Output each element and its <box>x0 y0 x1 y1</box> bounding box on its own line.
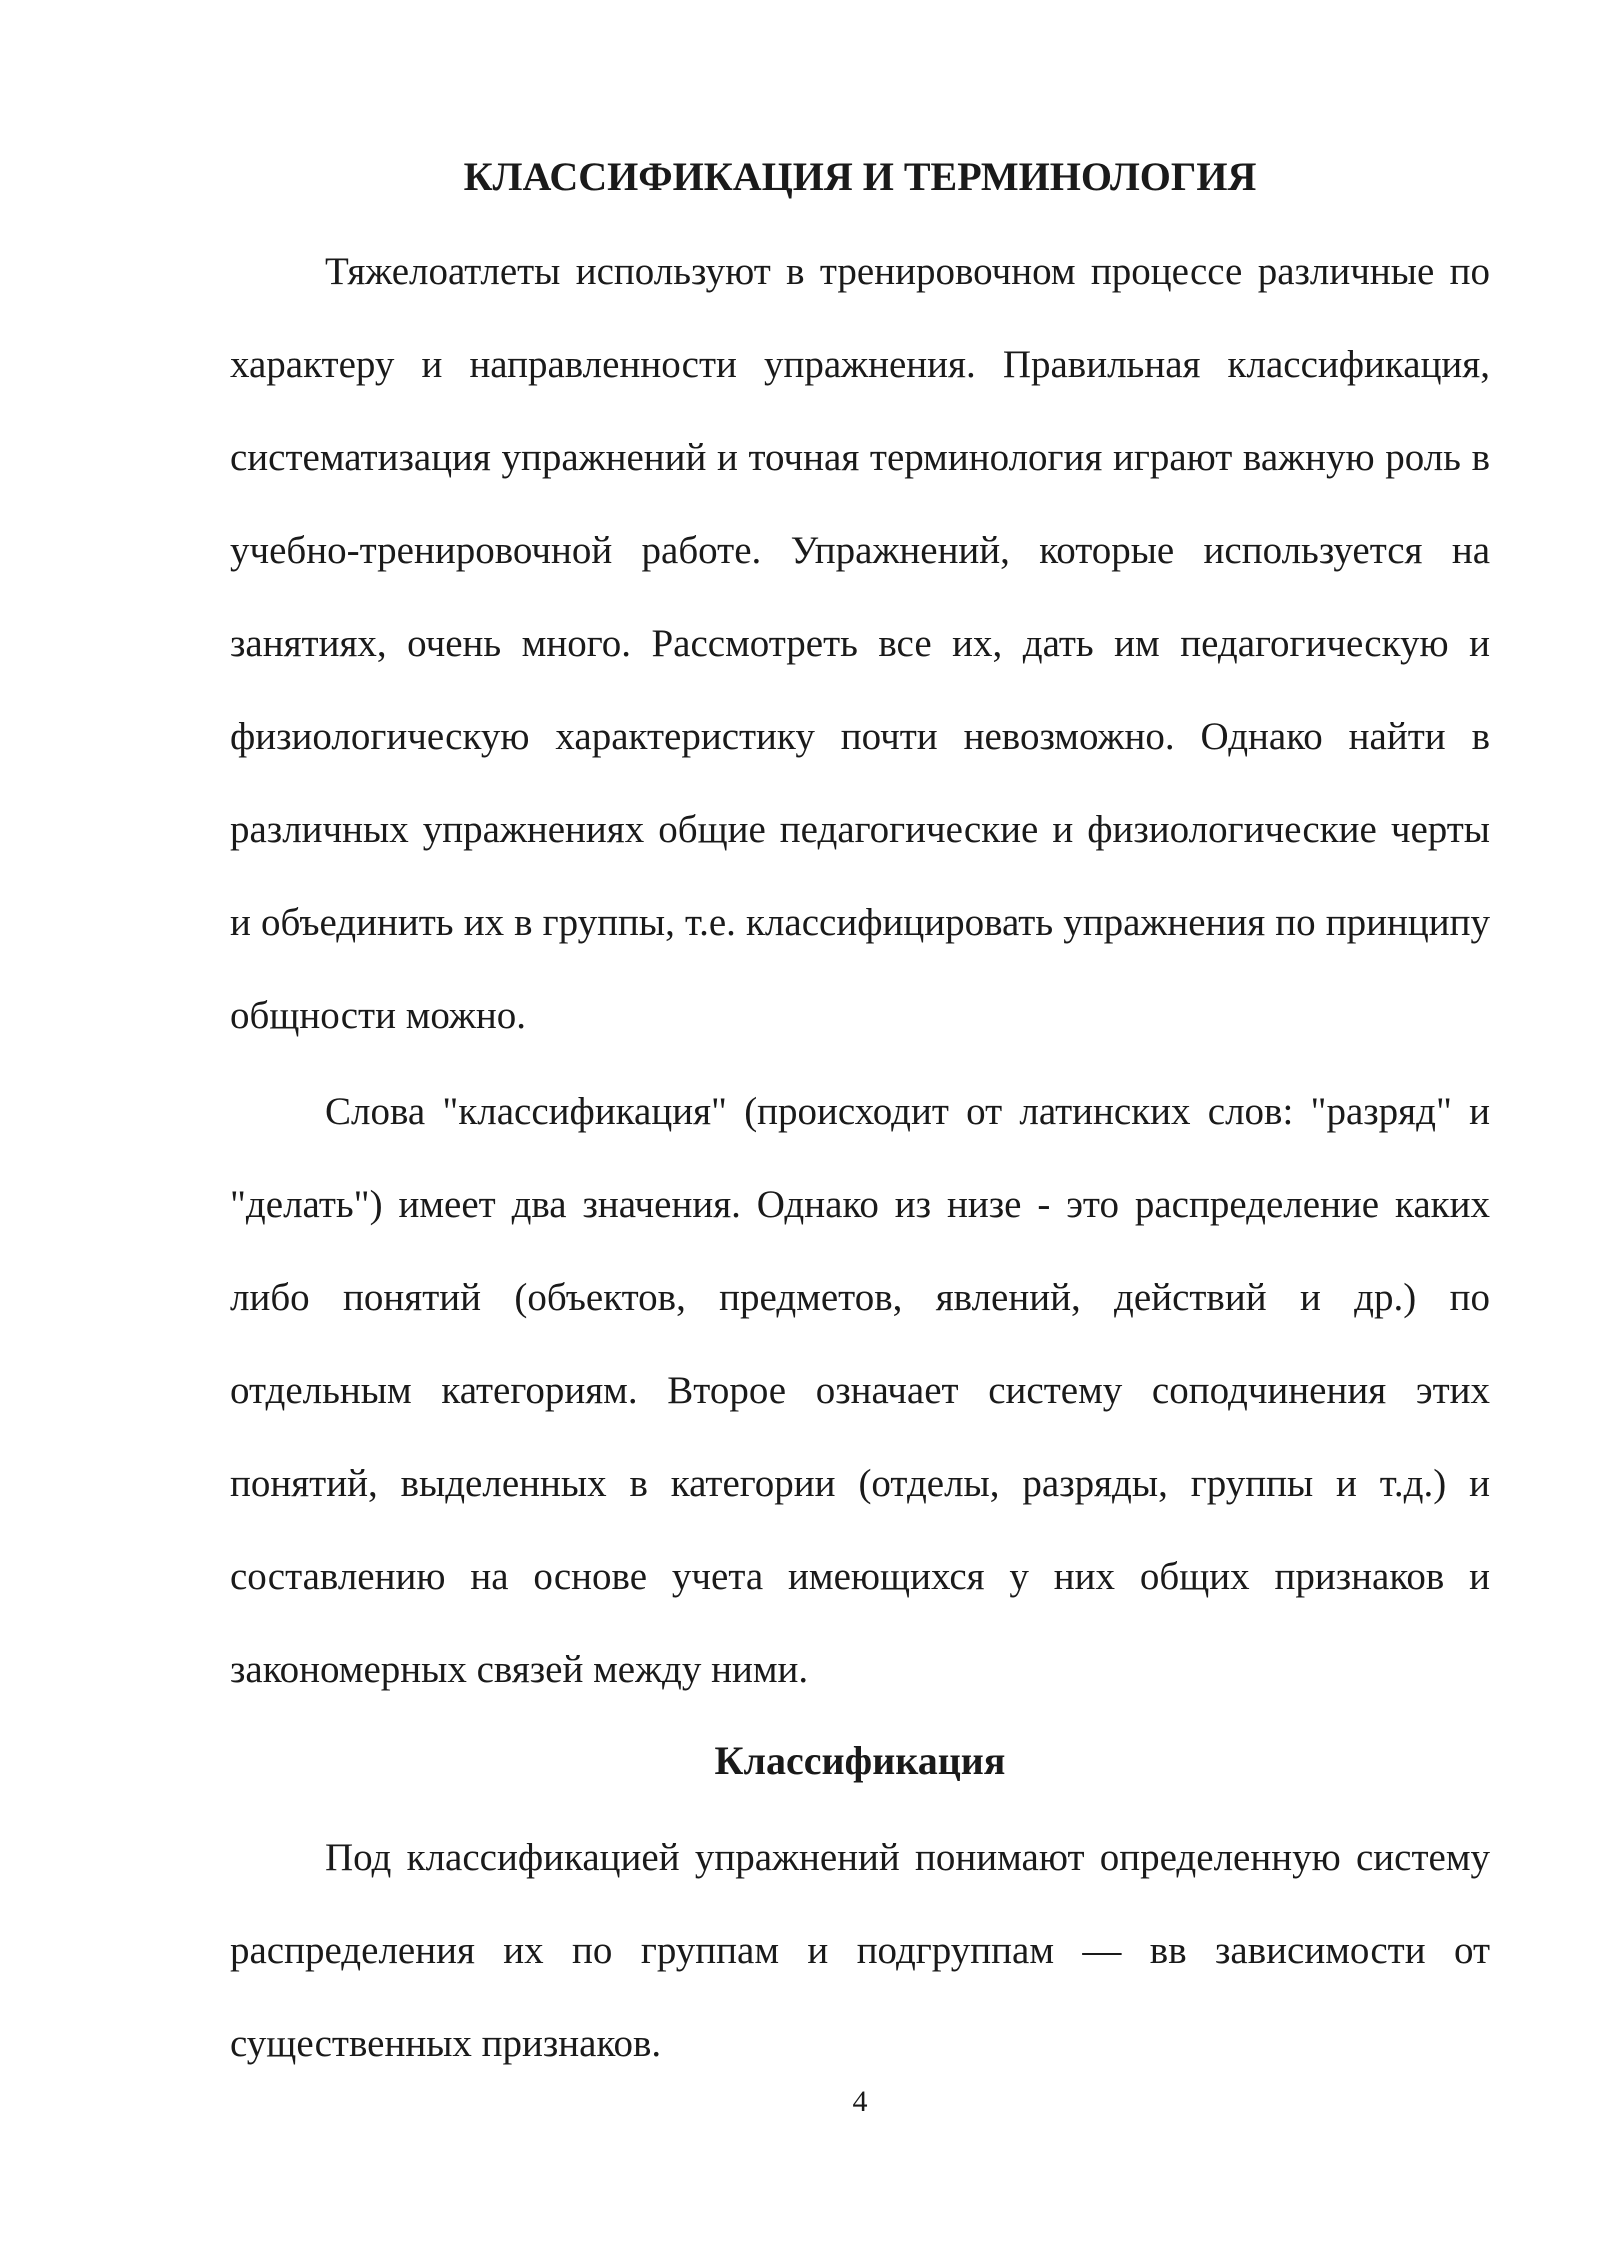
section-heading: Классификация <box>714 1738 1006 1783</box>
paragraph: Под классификацией упражнений понимают определенную систему распределения их по группам и подгруппам — вв зависимости от существенных признаков. <box>230 1836 1490 2065</box>
paragraph: Тяжелоатлеты используют в тренировочном процессе различные по характеру и направленности упражнения. Правильная классификация, систематизация упражнений и точная терминология играют важную роль в учебно-тренировочной работе. Упражнений, которые используется на занятиях, очень много. Рассмотреть все их, дать им педагогическую и физиологическую характеристику почти невозможно. Однако найти в различных упражнениях общие педагогические и физиологические черты и объединить их в группы, т.е. классифицировать упражнения по принципу общности можно. <box>230 250 1490 1037</box>
page-title: КЛАССИФИКАЦИЯ И ТЕРМИНОЛОГИЯ <box>463 154 1257 199</box>
paragraph: Слова "классификация" (происходит от латинских слов: "разряд" и "делать") имеет два значения. Однако из низе - это распределение каких либо понятий (объектов, предметов, явлений, действий и др.) по отдельным категориям. Второе означает систему соподчинения этих понятий, выделенных в категории (отделы, разряды, группы и т.д.) и составлению на основе учета имеющихся у них общих признаков и закономерных связей между ними. <box>230 1090 1490 1691</box>
page-number: 4 <box>852 2085 868 2118</box>
document-page <box>230 0 1490 2262</box>
